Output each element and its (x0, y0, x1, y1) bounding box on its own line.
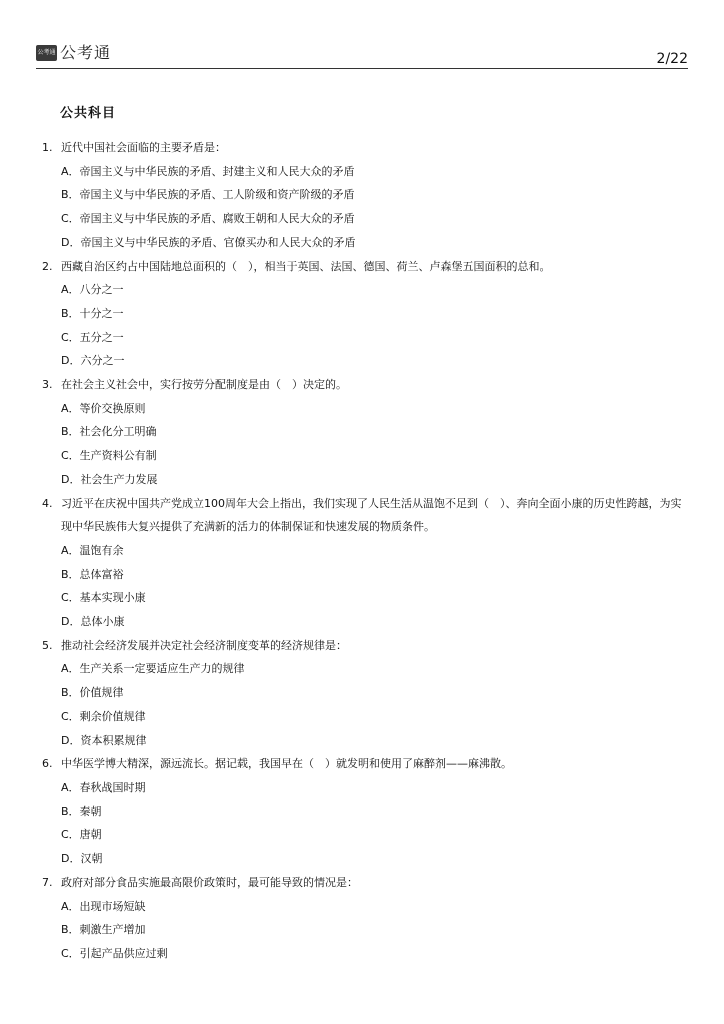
question-stem (42, 871, 692, 895)
question-text: 推动社会经济发展并决定社会经济制度变革的经济规律是： (61, 638, 347, 652)
answer-option: B．十分之一 (61, 306, 124, 320)
question-text: 中华医学博大精深，源远流长。据记载，我国早在（ ）就发明和使用了麻醉剂——麻沸散。 (61, 757, 512, 771)
question-list (42, 136, 692, 966)
question-7 (42, 871, 692, 966)
question-1 (42, 136, 692, 255)
question-text: 西藏自治区约占中国陆地总面积的（ ），相当于英国、法国、德国、荷兰、卢森堡五国面积的总和。 (61, 259, 551, 273)
question-stem (42, 136, 692, 160)
question-number: 5. (42, 638, 53, 652)
logo-text: 公考通 (60, 43, 112, 62)
answer-option: D．资本积累规律 (61, 733, 147, 747)
answer-option: A．春秋战国时期 (61, 780, 146, 794)
answer-option: C．帝国主义与中华民族的矛盾、腐败王朝和人民大众的矛盾 (61, 212, 355, 226)
question-number: 4. (42, 496, 53, 510)
question-3 (42, 373, 692, 492)
answer-option: C．剩余价值规律 (61, 709, 146, 723)
question-2 (42, 255, 692, 374)
question-number: 7. (42, 875, 53, 889)
answer-option: A．八分之一 (61, 283, 124, 297)
question-4 (42, 492, 692, 634)
question-number: 6. (42, 757, 53, 771)
answer-option: A．生产关系一定要适应生产力的规律 (61, 662, 245, 676)
answer-option: B．刺激生产增加 (61, 923, 146, 937)
answer-option: D．总体小康 (61, 615, 125, 629)
answer-option: D．社会生产力发展 (61, 472, 158, 486)
answer-option: B．秦朝 (61, 804, 102, 818)
question-stem (42, 752, 692, 776)
page-header (36, 42, 688, 69)
answer-option: A．等价交换原则 (61, 401, 146, 415)
question-5 (42, 634, 692, 753)
answer-option: A．出现市场短缺 (61, 899, 146, 913)
answer-option: C．生产资料公有制 (61, 449, 157, 463)
question-stem (42, 634, 692, 658)
question-stem (42, 255, 692, 279)
question-text: 在社会主义社会中，实行按劳分配制度是由（ ）决定的。 (61, 378, 347, 392)
section-title: 公共科目 (60, 106, 117, 121)
question-text: 近代中国社会面临的主要矛盾是： (61, 141, 226, 154)
answer-option: B．价值规律 (61, 686, 124, 700)
answer-option: B．社会化分工明确 (61, 425, 157, 439)
answer-option: C．唐朝 (61, 828, 102, 842)
question-6 (42, 752, 692, 871)
question-number: 1. (42, 141, 53, 154)
answer-option: D．帝国主义与中华民族的矛盾、官僚买办和人民大众的矛盾 (61, 235, 356, 249)
question-text: 习近平在庆祝中国共产党成立100周年大会上指出，我们实现了人民生活从温饱不足到（ ）、奔向全面小康的历史性跨越，为实现中华民族伟大复兴提供了充满新的活力的体制保证和快速发展的物质条件。 (61, 496, 682, 534)
question-number: 3. (42, 378, 53, 392)
answer-option: D．六分之一 (61, 354, 125, 368)
question-text: 政府对部分食品实施最高限价政策时，最可能导致的情况是： (61, 875, 358, 889)
answer-option: B．帝国主义与中华民族的矛盾、工人阶级和资产阶级的矛盾 (61, 188, 355, 202)
question-number: 2. (42, 259, 53, 273)
answer-option: C．基本实现小康 (61, 591, 146, 605)
page-number: 2/22 (656, 51, 688, 67)
logo-icon: 公考通 (36, 45, 57, 61)
answer-option: D．汉朝 (61, 852, 103, 866)
answer-option: A．温饱有余 (61, 543, 124, 557)
question-stem (42, 373, 692, 397)
answer-option: C．引起产品供应过剩 (61, 946, 168, 960)
question-stem (42, 492, 692, 539)
answer-option: C．五分之一 (61, 330, 124, 344)
answer-option: B．总体富裕 (61, 567, 124, 581)
answer-option: A．帝国主义与中华民族的矛盾、封建主义和人民大众的矛盾 (61, 164, 355, 178)
